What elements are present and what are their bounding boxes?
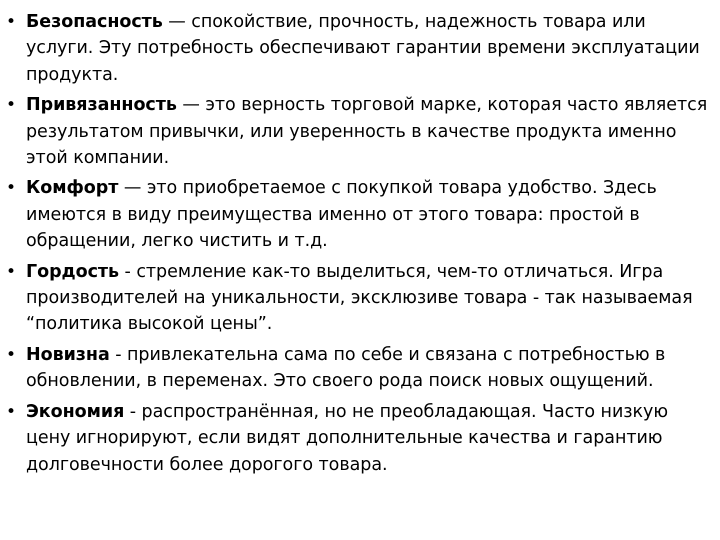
list-item-privyazannost: [0, 92, 716, 171]
list-item-gordost: [0, 259, 716, 338]
item-term: Привязанность: [26, 95, 177, 116]
item-term: Экономия: [26, 401, 125, 422]
bullet-icon: •: [6, 344, 16, 365]
bullet-icon: •: [6, 12, 16, 32]
list-item-ekonomiya: [0, 399, 716, 478]
item-text: — это приобретаемое с покупкой товара удобство. Здесь имеются в виду преимущества именно от этого товара: простой в обращении, легко чистить и т.д.: [26, 178, 657, 252]
item-text: — это верность торговой марке, которая часто является результатом привычки, или уверенность в качестве продукта именно этой компании.: [26, 95, 708, 169]
list-item-komfort: [0, 175, 716, 254]
item-term: Новизна: [26, 344, 110, 365]
list-item-bezopasnost: [0, 9, 716, 88]
list-item-novizna: [0, 342, 716, 395]
item-term: Безопасность: [26, 12, 163, 32]
item-term: Гордость: [26, 261, 120, 282]
item-text: - привлекательна сама по себе и связана с потребностью в обновлении, в переменах. Это своего рода поиск новых ощущений.: [26, 344, 666, 392]
bullet-icon: •: [6, 95, 16, 116]
item-text: - распространённая, но не преобладающая. Часто низкую цену игнорируют, если видят дополнительные качества и гарантию долговечности более дорогого товара.: [26, 401, 669, 475]
bullet-icon: •: [6, 178, 16, 199]
bullet-icon: •: [6, 401, 16, 422]
item-text: — спокойствие, прочность, надежность товара или услуги. Эту потребность обеспечивают гарантии времени эксплуатации продукта.: [26, 12, 700, 85]
bullet-list: [0, 9, 720, 482]
bullet-icon: •: [6, 261, 16, 282]
item-term: Комфорт: [26, 178, 119, 199]
item-text: - стремление как-то выделиться, чем-то отличаться. Игра производителей на уникальности, эксклюзиве товара - так называемая “политика высокой цены”.: [26, 261, 693, 335]
